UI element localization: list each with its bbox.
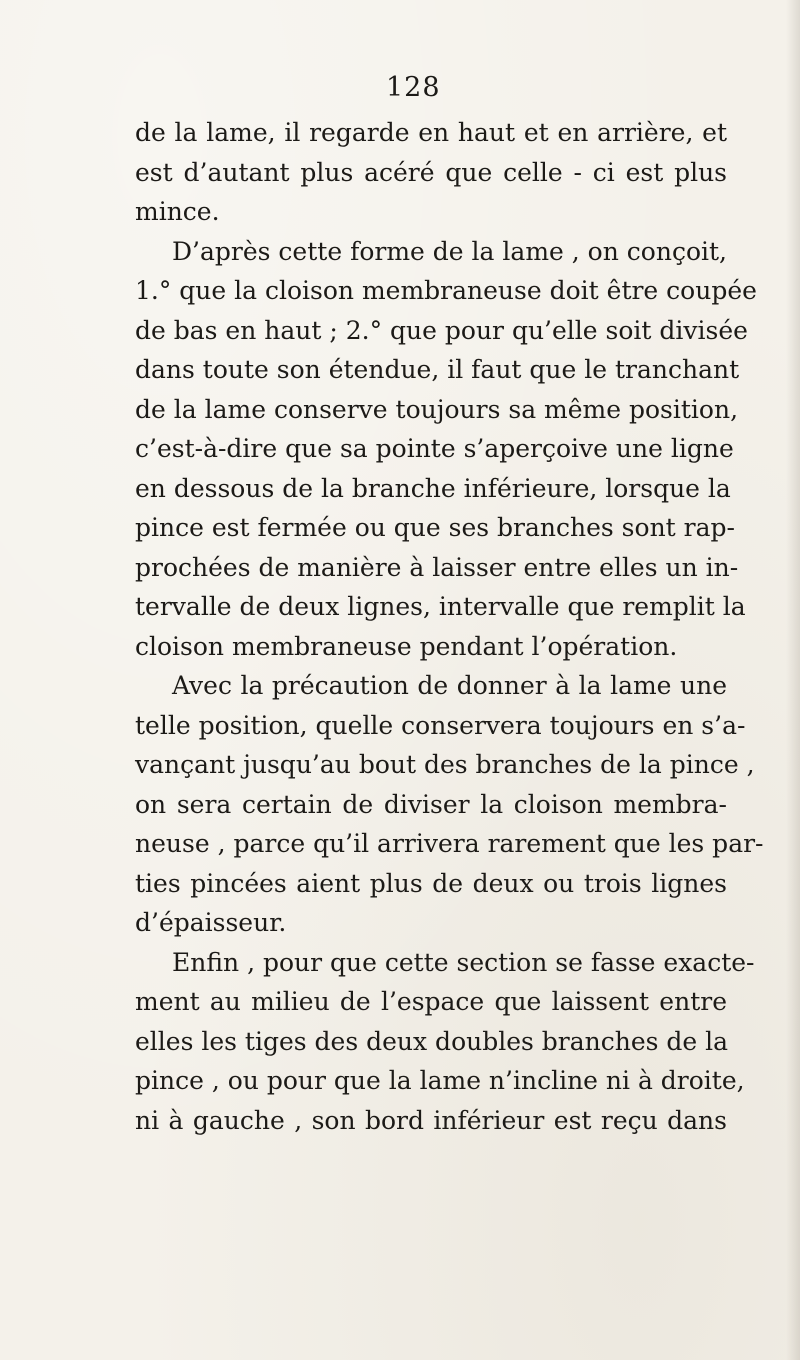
- text-line: d’épaisseur.: [135, 908, 287, 937]
- text-line: vançant jusqu’au bout des branches de la pince ,: [135, 750, 755, 779]
- text-line: est d’autant plus acéré que celle - ci est plus: [135, 157, 727, 187]
- body-text: [135, 113, 764, 1140]
- text-line: de la lame, il regarde en haut et en arrière, et: [135, 118, 727, 147]
- text-line: neuse , parce qu’il arrivera rarement que les par-: [135, 829, 764, 858]
- text-line: Avec la précaution de donner à la lame une: [172, 671, 727, 700]
- page-number: 128: [386, 72, 441, 103]
- page-edge-shadow: [786, 0, 800, 1360]
- text-line: pince est fermée ou que ses branches sont rap-: [135, 513, 735, 542]
- text-line: en dessous de la branche inférieure, lorsque la: [135, 473, 731, 503]
- text-line: prochées de manière à laisser entre elles un in-: [135, 552, 739, 582]
- text-line: Enfin , pour que cette section se fasse exacte-: [172, 947, 755, 977]
- text-line: ment au milieu de l’espace que laissent entre: [135, 987, 727, 1016]
- text-line: telle position, quelle conservera toujours en s’a-: [135, 710, 746, 740]
- text-line: ties pincées aient plus de deux ou trois lignes: [135, 868, 727, 898]
- text-line: ni à gauche , son bord inférieur est reçu dans: [135, 1105, 727, 1135]
- text-line: mince.: [135, 197, 220, 226]
- text-line: pince , ou pour que la lame n’incline ni à droite,: [135, 1066, 745, 1095]
- text-line: c’est-à-dire que sa pointe s’aperçoive une ligne: [135, 434, 734, 463]
- text-line: elles les tiges des deux doubles branches de la: [135, 1026, 729, 1056]
- text-line: D’après cette forme de la lame , on conçoit,: [172, 236, 727, 266]
- text-line: de la lame conserve toujours sa même position,: [135, 394, 739, 424]
- text-line: de bas en haut ; 2.° que pour qu’elle soit divisée: [135, 315, 748, 345]
- text-line: cloison membraneuse pendant l’opération.: [135, 631, 678, 661]
- text-line: on sera certain de diviser la cloison membra-: [135, 789, 727, 819]
- text-line: 1.° que la cloison membraneuse doit être coupée: [135, 276, 757, 305]
- text-line: tervalle de deux lignes, intervalle que remplit la: [135, 592, 746, 621]
- text-line: dans toute son étendue, il faut que le tranchant: [135, 355, 740, 384]
